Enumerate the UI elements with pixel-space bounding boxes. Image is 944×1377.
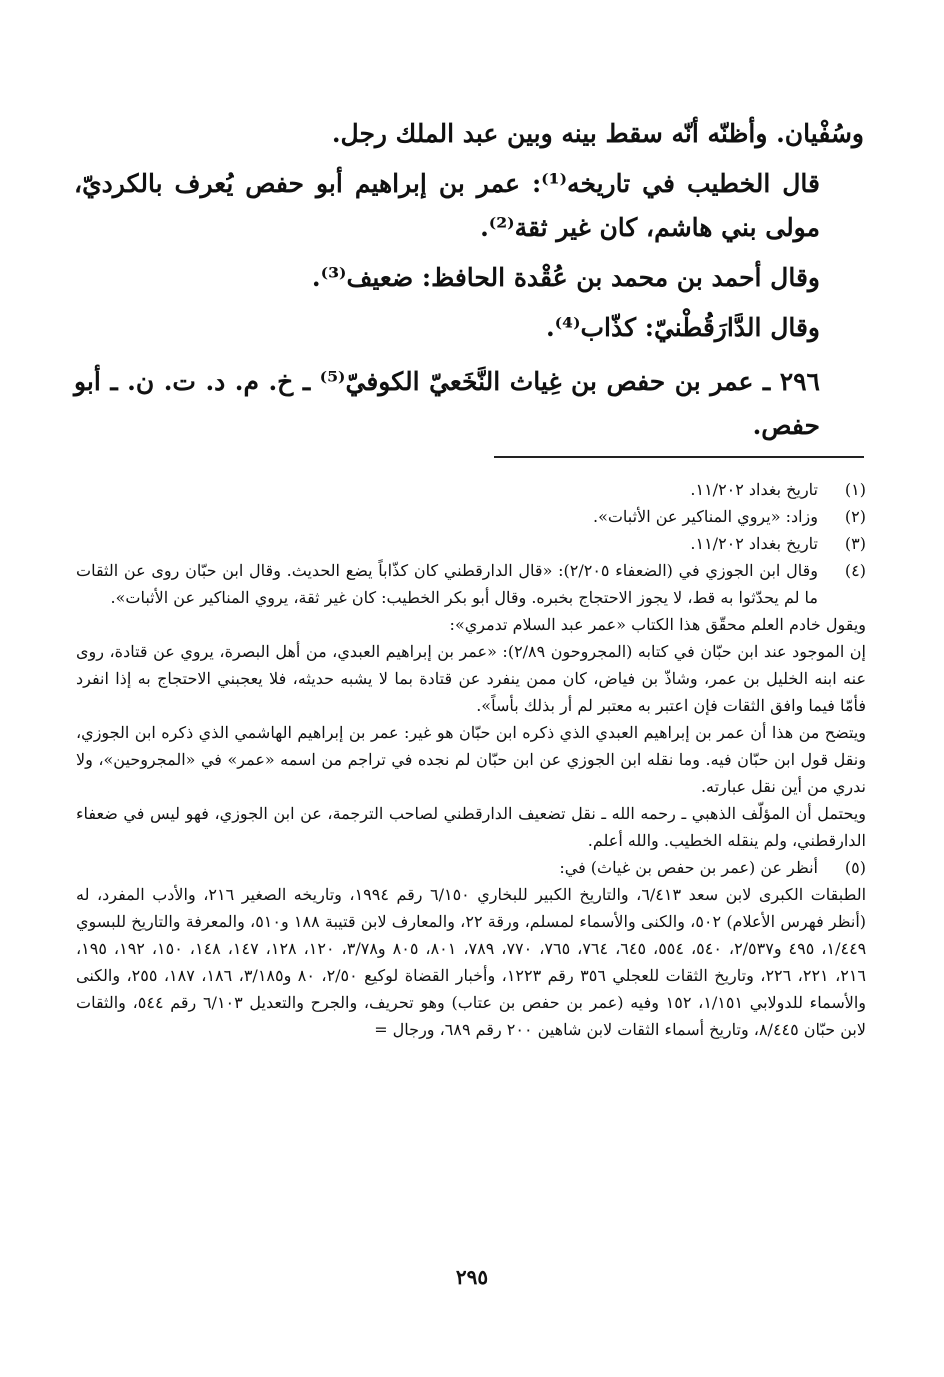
footnote-text: ويحتمل أن المؤلّف الذهبي ـ رحمه الله ـ نقل تضعيف الدارقطني لصاحب الترجمة، عن ابن الجوزي، فهو ليس في ضعفاء الدارقطني، ولم ينقله الخطيب. والله أعلم. (76, 804, 866, 850)
footnotes (76, 476, 866, 1043)
page-number: ٢٩٥ (455, 1265, 489, 1289)
footnote-text: وقال ابن الجوزي في (الضعفاء ٢/٢٠٥): «قال الدارقطني كان كذّاباً يضع الحديث. وقال ابن حبّان روى عن الثقات ما لم يحدّثوا به قط، لا يجوز الاحتجاج بخبره. وقال أبو بكر الخطيب: كان غير ثقة، يروي المناكير عن الأثبات». (76, 561, 818, 607)
footnote-text: أنظر عن (عمر بن حفص بن غياث) في: (559, 858, 818, 877)
entry-heading-296: ٢٩٦ ـ عمر بن حفص بن غِياث النَّخَعيّ الكوفيّ⁽⁵⁾ ـ خ. م. د. ت. ن. ـ أبو حفص. (74, 367, 820, 440)
footnote-number: (٤) (844, 561, 866, 580)
main-line-1: وسُفْيان. وأظنّه أنّه سقط بينه وبين عبد الملك رجل. (331, 119, 864, 148)
footnote-text: تاريخ بغداد ١١/٢٠٢. (690, 534, 818, 553)
footnote-separator (494, 456, 864, 458)
footnote-number: (٣) (844, 534, 866, 553)
footnote-text: ويتضح من هذا أن عمر بن إبراهيم العبدي الذي ذكره ابن حبّان هو غير: عمر بن إبراهيم الهاشمي الذي ذكره ابن الجوزي، ونقل قول ابن حبّان فيه. وما نقله ابن الجوزي عن ابن حبّان لم نجده في تراجم من اسمه «عمر» في «المجروحين»، ولا ندري من أين نقل عبارته. (76, 723, 866, 796)
footnote-text: وزاد: «يروي المناكير عن الأثبات». (592, 507, 818, 526)
main-text (74, 112, 864, 454)
footnote-text: الطبقات الكبرى لابن سعد ٦/٤١٣، والتاريخ الكبير للبخاري ٦/١٥٠ رقم ١٩٩٤، وتاريخه الصغير ٢١٦، والأدب المفرد، له (أنظر فهرس الأعلام) ٥٠٢، والكنى والأسماء لمسلم، ورقة ٢٢، والمعارف لابن قتيبة ١٨٨ و٥١٠، والمعرفة والتاريخ للبسوي ١/٤٤٩، ٤٩٥ و٢/٥٣٧، ٥٤٠، ٥٥٤، ٦٤٥، ٧٦٤، ٧٦٥، ٧٧٠، ٧٨٩، ٨٠١، ٨٠٥ و٣/٧٨، ١٢٠، ١٢٨، ١٤٧، ١٤٨، ١٥٠، ١٩٢، ١٩٥، ٢١٦، ٢٢١، ٢٢٦، وتاريخ الثقات للعجلي ٣٥٦ رقم ١٢٢٣، وأخبار القضاة لوكيع ٢/٥٠، ٨٠ و٣/١٨٥، ١٨٦، ١٨٧، ٢٥٥، والكنى والأسماء للدولابي ١/١٥١، ١٥٢ وفيه (عمر بن حفص بن عتاب) وهو تحريف، والجرح والتعديل ٦/١٠٣ رقم ٥٤٤، والثقات لابن حبّان ٨/٤٤٥، وتاريخ أسماء الثقات لابن شاهين ٢٠٠ رقم ٦٨٩، ورجال = (76, 885, 867, 1039)
footnote-text: ويقول خادم العلم محقّق هذا الكتاب «عمر عبد السلام تدمري»: (449, 615, 866, 634)
footnote-2 (76, 503, 866, 530)
footnote-1 (76, 476, 866, 503)
footnote-4 (76, 557, 866, 854)
footnote-number: (٥) (844, 858, 866, 877)
footnote-number: (٢) (844, 507, 866, 526)
main-line-daraqutni: وقال الدَّارَقُطْنيّ: كذّاب⁽⁴⁾. (545, 313, 820, 342)
footnote-text: تاريخ بغداد ١١/٢٠٢. (690, 480, 818, 499)
footnote-3 (76, 530, 866, 557)
footnote-5 (76, 854, 866, 1043)
footnote-text: إن الموجود عند ابن حبّان في كتابه (المجروحون ٢/٨٩): «عمر بن إبراهيم العبدي، من أهل البصرة، يروي عن قتادة، روى عنه ابنه الخليل بن عمر، وشاذّ بن فياض، كان ممن ينفرد عن قتادة بما لا يشبه حديثه، فلا يعجبني الاحتجاج به إذا انفرد فأمّا فيما وافق الثقات فإن اعتبر به معتبر لم أر بذلك بأساً». (76, 642, 867, 715)
footnote-number: (١) (844, 480, 866, 499)
main-line-ibn-uqda: وقال أحمد بن محمد بن عُقْدة الحافظ: ضعيف⁽³⁾. (311, 263, 820, 292)
main-paragraph-khatib: قال الخطيب في تاريخه⁽¹⁾: عمر بن إبراهيم أبو حفص يُعرف بالكرديّ، مولى بني هاشم، كان غير ثقة⁽²⁾. (74, 169, 820, 242)
